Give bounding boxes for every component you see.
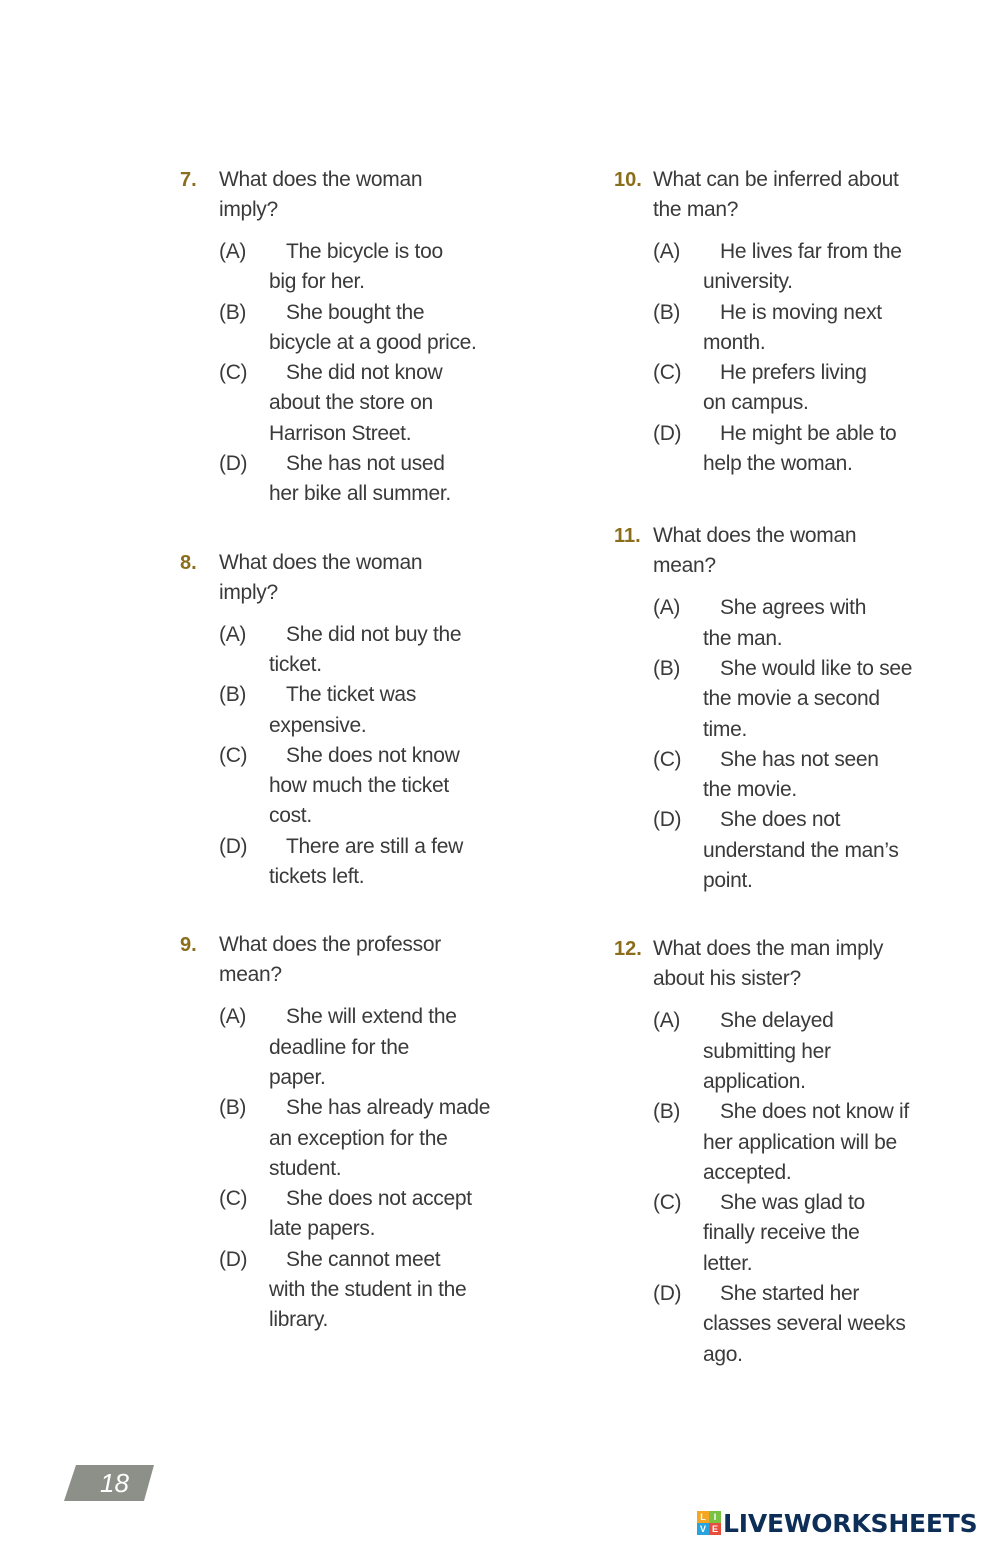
option-letter: (B) (653, 656, 681, 680)
option-a[interactable] (219, 237, 469, 298)
option-c[interactable] (653, 358, 893, 419)
question-number: 9. (180, 934, 197, 957)
option-c[interactable] (219, 741, 484, 832)
option-text: She would like to see the movie a second time. (703, 656, 913, 741)
option-c[interactable] (219, 1184, 489, 1245)
option-text: He lives far from the university. (703, 240, 902, 294)
option-letter: (C) (653, 361, 682, 385)
logo-tile-v: V (697, 1523, 709, 1535)
option-text: She cannot meet with the student in the library. (269, 1247, 467, 1332)
question-text: What does the man imply about his sister? (653, 937, 884, 991)
option-letter: (B) (219, 1096, 247, 1120)
option-letter: (C) (653, 1191, 682, 1215)
question-number: 8. (180, 551, 197, 574)
option-letter: (A) (219, 1005, 247, 1029)
option-b[interactable] (653, 298, 883, 359)
option-letter: (B) (653, 1100, 681, 1124)
option-letter: (A) (653, 240, 681, 263)
option-c[interactable] (653, 1188, 908, 1279)
option-letter: (D) (219, 452, 248, 476)
option-letter: (D) (653, 1282, 682, 1306)
option-a[interactable] (653, 237, 903, 298)
option-letter: (C) (219, 361, 248, 385)
option-letter: (B) (653, 300, 681, 324)
option-letter: (D) (653, 808, 682, 832)
question-text: What does the professor mean? (219, 933, 441, 987)
option-b[interactable] (219, 1093, 491, 1184)
option-d[interactable] (219, 1245, 479, 1336)
option-letter: (C) (219, 1187, 248, 1211)
option-text: She did not buy the ticket. (269, 622, 462, 676)
option-letter: (A) (219, 622, 247, 646)
option-letter: (A) (219, 240, 247, 263)
question-text: What does the woman imply? (219, 550, 423, 604)
option-b[interactable] (219, 680, 429, 741)
option-c[interactable] (653, 745, 908, 806)
option-letter: (D) (219, 1247, 248, 1271)
option-text: She bought the bicycle at a good price. (269, 300, 477, 354)
question-text: What can be inferred about the man? (653, 168, 899, 221)
option-a[interactable] (219, 620, 469, 681)
left-column (180, 165, 491, 1376)
option-letter: (A) (653, 596, 681, 620)
page-number: 18 (100, 1468, 129, 1498)
question-12 (614, 934, 914, 1370)
option-letter: (D) (653, 421, 682, 445)
option-text: She will extend the deadline for the paper. (269, 1005, 457, 1089)
option-text: The bicycle is too big for her. (269, 240, 443, 294)
question-9 (180, 930, 491, 1335)
option-text: She was glad to finally receive the letter. (703, 1191, 865, 1275)
option-letter: (A) (653, 1009, 681, 1033)
option-text: There are still a few tickets left. (269, 834, 463, 889)
option-text: She has already made an exception for the student. (269, 1096, 491, 1180)
question-8 (180, 548, 480, 893)
option-letter: (B) (219, 300, 247, 324)
option-d[interactable] (653, 419, 903, 480)
option-d[interactable] (219, 449, 469, 510)
option-letter: (C) (219, 743, 248, 767)
liveworksheets-icon (697, 1511, 721, 1535)
option-text: He might be able to help the woman. (703, 421, 897, 476)
option-b[interactable] (219, 298, 484, 359)
question-number: 11. (614, 525, 641, 548)
logo-tile-l: L (697, 1511, 709, 1523)
option-letter: (D) (219, 834, 248, 858)
option-text: She has not used her bike all summer. (269, 452, 451, 506)
option-d[interactable] (653, 805, 923, 896)
question-number: 7. (180, 169, 197, 191)
option-text: She does not know if her application will be accepted. (703, 1100, 909, 1184)
option-text: She does not understand the man’s point. (703, 808, 899, 893)
option-letter: (B) (219, 683, 247, 707)
logo-tile-e: E (709, 1523, 721, 1535)
logo-tile-i: I (709, 1511, 721, 1523)
question-7 (180, 165, 480, 510)
brand-text: LIVEWORKSHEETS (723, 1508, 978, 1538)
question-number: 12. (614, 938, 642, 961)
option-text: She delayed submitting her application. (703, 1009, 834, 1093)
option-text: She does not accept late papers. (269, 1187, 472, 1241)
question-text: What does the woman mean? (653, 524, 857, 578)
question-10 (614, 165, 914, 479)
right-column (614, 165, 914, 1410)
option-text: She did not know about the store on Harrison Street. (269, 361, 443, 445)
option-text: He is moving next month. (703, 300, 882, 354)
option-d[interactable] (653, 1279, 918, 1370)
option-b[interactable] (653, 654, 913, 745)
option-text: She does not know how much the ticket cost. (269, 743, 460, 828)
option-b[interactable] (653, 1097, 918, 1188)
option-c[interactable] (219, 358, 484, 449)
option-a[interactable] (653, 1006, 928, 1097)
option-a[interactable] (653, 593, 893, 654)
option-text: She started her classes several weeks ago. (703, 1282, 906, 1366)
brand-logo (697, 1505, 977, 1541)
option-text: He prefers living on campus. (703, 361, 867, 415)
question-number: 10. (614, 169, 642, 191)
option-text: She has not seen the movie. (703, 747, 879, 802)
question-11 (614, 521, 914, 896)
option-d[interactable] (219, 832, 469, 893)
option-text: She agrees with the man. (703, 596, 867, 650)
question-text: What does the woman imply? (219, 168, 423, 221)
option-text: The ticket was expensive. (269, 683, 417, 737)
option-letter: (C) (653, 747, 682, 771)
option-a[interactable] (219, 1002, 459, 1093)
